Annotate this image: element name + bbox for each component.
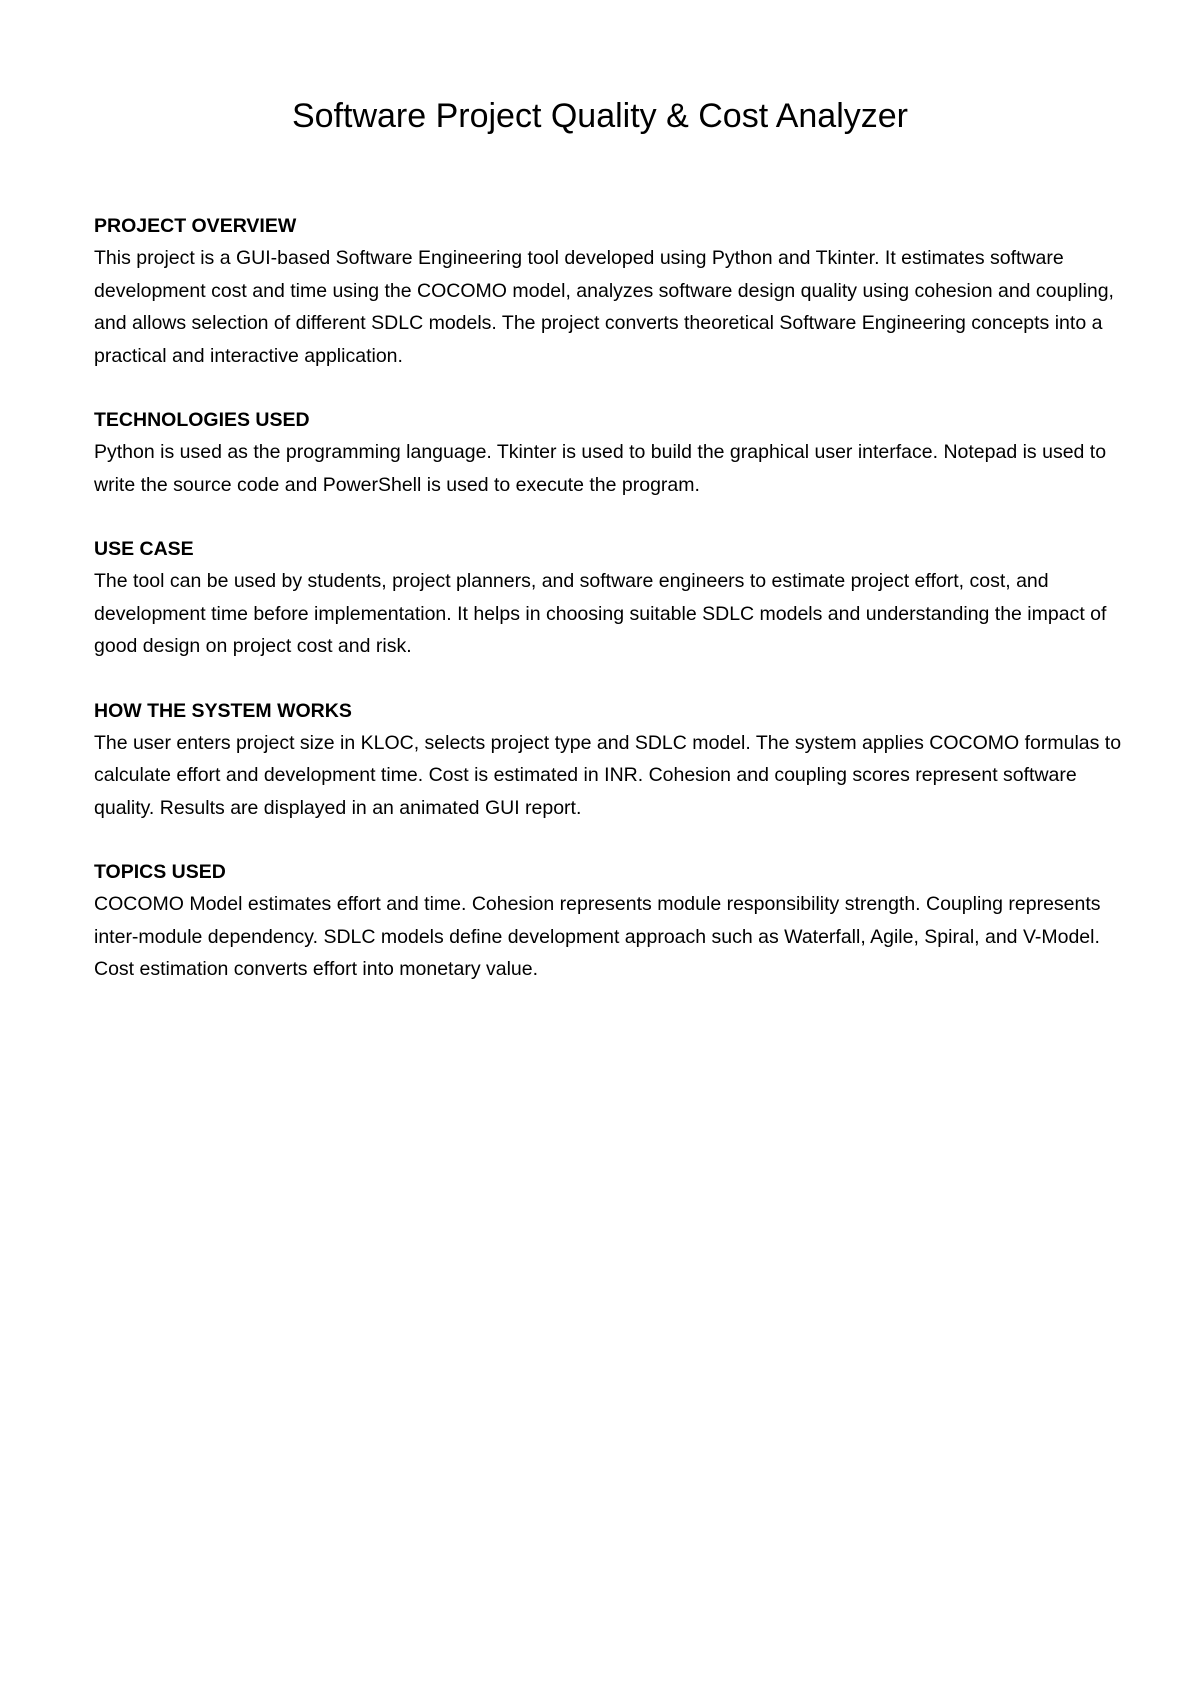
section-project-overview xyxy=(94,210,1124,372)
section-heading: HOW THE SYSTEM WORKS xyxy=(94,699,352,722)
section-body: COCOMO Model estimates effort and time. Cohesion represents module responsibility strength. Coupling represents inter-module dependency. SDLC models define development approach such as Waterfall, Agile, Spiral, and V-Model. Cost estimation converts effort into monetary value. xyxy=(94,893,1101,980)
section-technologies-used xyxy=(94,404,1124,501)
section-body: The tool can be used by students, project planners, and software engineers to estimate project effort, cost, and development time before implementation. It helps in choosing suitable SDLC models and understanding the impact of good design on project cost and risk. xyxy=(94,570,1107,657)
section-heading: TECHNOLOGIES USED xyxy=(94,409,310,431)
section-topics-used xyxy=(94,856,1124,986)
document-title: Software Project Quality & Cost Analyzer xyxy=(291,97,909,135)
document-content xyxy=(94,210,1124,1018)
section-body: Python is used as the programming language. Tkinter is used to build the graphical user interface. Notepad is used to write the source code and PowerShell is used to execute the program. xyxy=(94,441,1107,496)
section-how-the-system-works xyxy=(94,695,1124,825)
section-heading: USE CASE xyxy=(94,538,194,560)
section-body: This project is a GUI-based Software Engineering tool developed using Python and Tkinter. It estimates software development cost and time using the COCOMO model, analyzes software design quality using cohesion and coupling, and allows selection of different SDLC models. The project converts theoretical Software Engineering concepts into a practical and interactive application. xyxy=(94,247,1114,367)
section-use-case xyxy=(94,533,1124,663)
section-heading: PROJECT OVERVIEW xyxy=(94,215,297,237)
section-heading: TOPICS USED xyxy=(94,861,226,883)
section-body: The user enters project size in KLOC, selects project type and SDLC model. The system applies COCOMO formulas to calculate effort and development time. Cost is estimated in INR. Cohesion and coupling scores represent software quality. Results are displayed in an animated GUI report. xyxy=(94,731,1122,819)
